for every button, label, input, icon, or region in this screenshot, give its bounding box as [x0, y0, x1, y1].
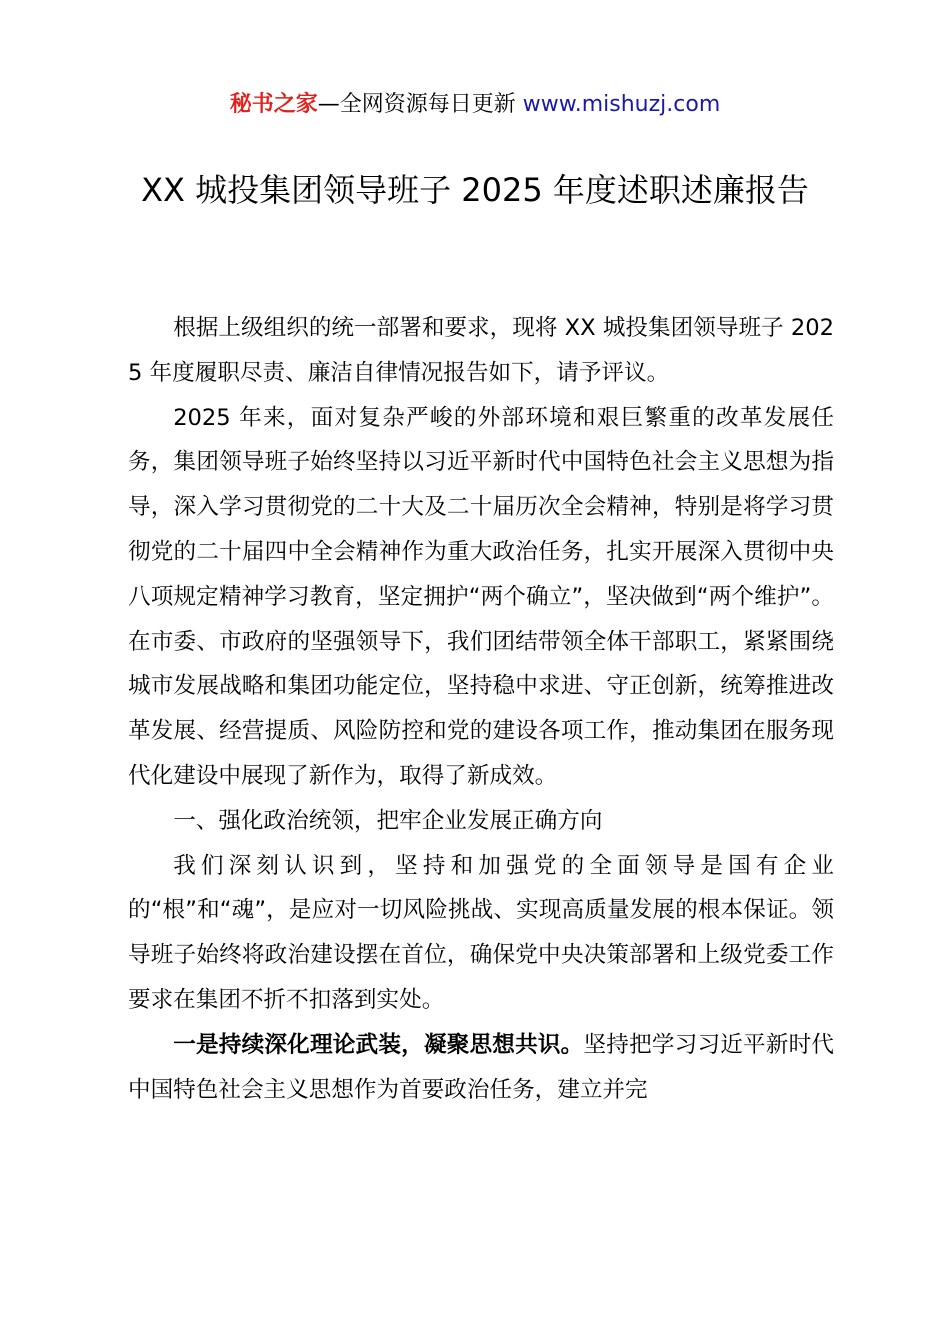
section-heading-1: 一、强化政治统领，把牢企业发展正确方向: [173, 807, 603, 834]
paragraph-point-1: [128, 1023, 834, 1113]
site-brand: 秘书之家: [229, 92, 318, 117]
site-tagline: —全网资源每日更新: [317, 92, 523, 117]
paragraph-section-1: 我们深刻认识到，坚持和加强党的全面领导是国有企业的“根”和“魂”，是应对一切风险挑战、实现高质量发展的根本保证。领导班子始终将政治建设摆在首位，确保党中央决策部署和上级党委工作要求在集团不折不扣落到实处。: [128, 852, 834, 1013]
document-title: XX 城投集团领导班子 2025 年度述职述廉报告: [141, 171, 809, 209]
paragraph-overview: 2025 年来，面对复杂严峻的外部环境和艰巨繁重的改革发展任务，集团领导班子始终坚持以习近平新时代中国特色社会主义思想为指导，深入学习贯彻党的二十大及二十届历次全会精神，特别是将学习贯彻党的二十届四中全会精神作为重大政治任务，扎实开展深入贯彻中央八项规定精神学习教育，坚定拥护“两个确立”，坚决做到“两个维护”。在市委、市政府的坚强领导下，我们团结带领全体干部职工，紧紧围绕城市发展战略和集团功能定位，坚持稳中求进、守正创新，统筹推进改革发展、经营提质、风险防控和党的建设各项工作，推动集团在服务现代化建设中展现了新作为，取得了新成效。: [128, 404, 834, 789]
document-body: [128, 306, 834, 1112]
site-header: [0, 90, 950, 120]
site-url-link[interactable]: www.mishuzj.com: [522, 92, 721, 117]
paragraph-intro: 根据上级组织的统一部署和要求，现将 XX 城投集团领导班子 2025 年度履职尽责、廉洁自律情况报告如下，请予评议。: [128, 315, 834, 386]
point-1-lead: 一是持续深化理论武装，凝聚思想共识。: [173, 1031, 584, 1058]
point-1-text: 坚持把学习习近平新时代中国特色社会主义思想作为首要政治任务，建立并完: [128, 1031, 835, 1103]
